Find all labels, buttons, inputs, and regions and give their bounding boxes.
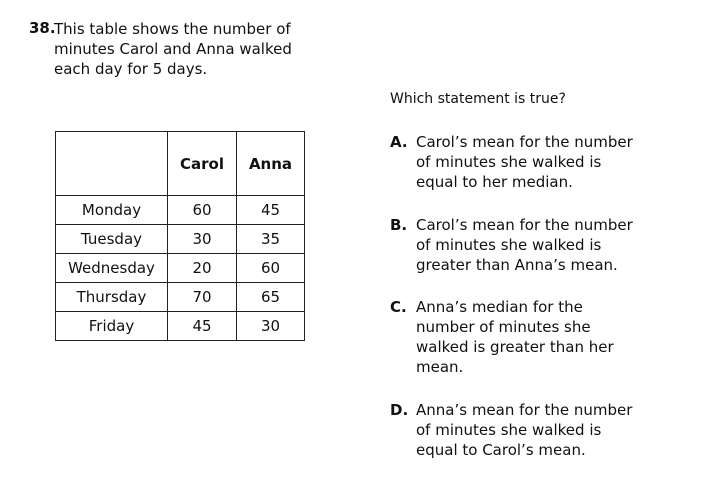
table-header-carol: Carol bbox=[168, 132, 237, 196]
table-header-row bbox=[56, 132, 305, 196]
question-stem-line: minutes Carol and Anna walked bbox=[54, 40, 292, 58]
table-cell-carol: 70 bbox=[168, 283, 237, 312]
choice-letter: A. bbox=[390, 133, 408, 151]
table-cell-anna: 65 bbox=[237, 283, 305, 312]
table-cell-carol: 20 bbox=[168, 254, 237, 283]
table-cell-anna: 30 bbox=[237, 312, 305, 341]
choice-text-line: equal to her median. bbox=[416, 173, 573, 191]
choice-text bbox=[416, 132, 686, 192]
choice-text-line: walked is greater than her bbox=[416, 338, 614, 356]
table-row bbox=[56, 196, 305, 225]
table-cell-day: Monday bbox=[56, 196, 168, 225]
table-cell-carol: 30 bbox=[168, 225, 237, 254]
table-cell-day: Thursday bbox=[56, 283, 168, 312]
choice-text-line: of minutes she walked is bbox=[416, 421, 602, 439]
question-prompt: Which statement is true? bbox=[390, 91, 566, 107]
choice-text-line: mean. bbox=[416, 358, 464, 376]
question-number: 38. bbox=[29, 19, 56, 37]
choice-text-line: Anna’s mean for the number bbox=[416, 401, 633, 419]
choice-text bbox=[416, 215, 686, 275]
choice-text-line: number of minutes she bbox=[416, 318, 591, 336]
table-row bbox=[56, 312, 305, 341]
minutes-walked-table bbox=[55, 131, 305, 341]
choice-letter: C. bbox=[390, 298, 407, 316]
choice-text-line: Carol’s mean for the number bbox=[416, 216, 633, 234]
choice-text bbox=[416, 297, 686, 377]
table-cell-carol: 60 bbox=[168, 196, 237, 225]
table-cell-carol: 45 bbox=[168, 312, 237, 341]
table-row bbox=[56, 225, 305, 254]
choice-text-line: Carol’s mean for the number bbox=[416, 133, 633, 151]
choice-letter: B. bbox=[390, 216, 408, 234]
table-header-anna: Anna bbox=[237, 132, 305, 196]
table-cell-day: Friday bbox=[56, 312, 168, 341]
table-header-blank bbox=[56, 132, 168, 196]
table-row bbox=[56, 254, 305, 283]
table-cell-day: Wednesday bbox=[56, 254, 168, 283]
question-stem bbox=[54, 19, 354, 79]
question-stem-line: This table shows the number of bbox=[54, 20, 291, 38]
table-cell-day: Tuesday bbox=[56, 225, 168, 254]
question-stem-line: each day for 5 days. bbox=[54, 60, 208, 78]
table-row bbox=[56, 283, 305, 312]
table-cell-anna: 60 bbox=[237, 254, 305, 283]
choice-text-line: greater than Anna’s mean. bbox=[416, 256, 618, 274]
table-cell-anna: 35 bbox=[237, 225, 305, 254]
choice-text-line: Anna’s median for the bbox=[416, 298, 583, 316]
choice-text bbox=[416, 400, 686, 460]
table-cell-anna: 45 bbox=[237, 196, 305, 225]
choice-text-line: equal to Carol’s mean. bbox=[416, 441, 586, 459]
choice-letter: D. bbox=[390, 401, 409, 419]
choice-text-line: of minutes she walked is bbox=[416, 236, 602, 254]
choice-text-line: of minutes she walked is bbox=[416, 153, 602, 171]
